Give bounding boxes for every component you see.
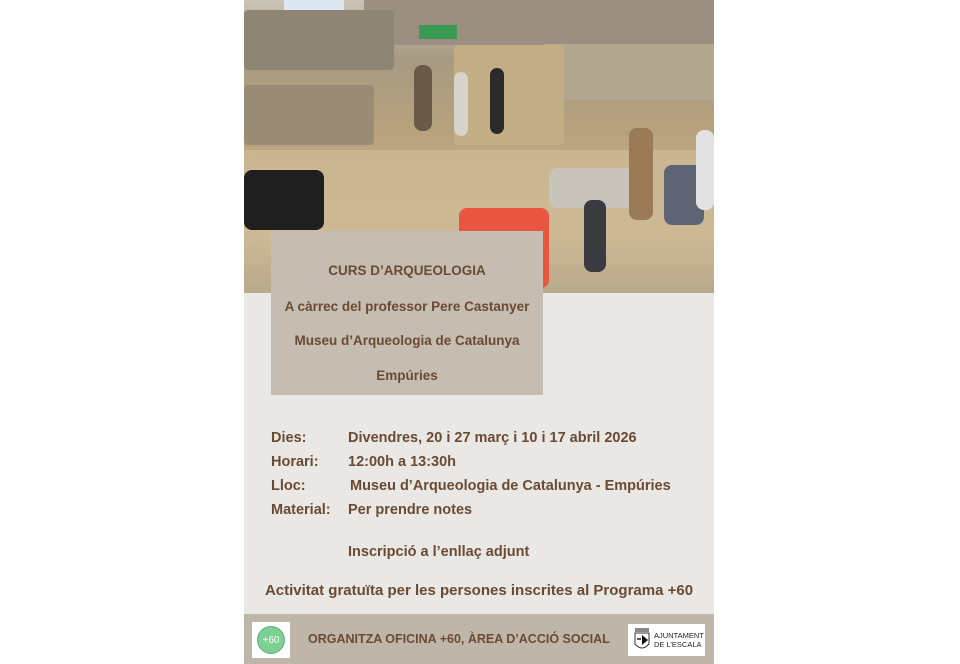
course-teacher: A càrrec del professor Pere Castanyer [284,299,530,314]
stone-wall [244,85,374,145]
ajuntament-lescala-logo [628,624,705,656]
stone-wall [454,45,564,145]
detail-label: Lloc: [271,478,306,494]
person [414,65,432,131]
course-museum: Museu d’Arqueologia de Catalunya [294,333,520,348]
detail-value: Per prendre notes [348,502,473,518]
person [244,170,324,230]
detail-label: Horari: [271,454,319,470]
person [629,128,653,220]
course-info-box [271,231,543,395]
ajuntament-text [654,631,704,649]
detail-value: Divendres, 20 i 27 març i 10 i 17 abril 2026 [348,430,637,446]
stone-wall [244,10,394,70]
organizer-text: ORGANITZA OFICINA +60, ÀREA D’ACCIÓ SOCIAL [308,632,610,646]
organizer-footer [244,614,714,664]
green-container [419,25,457,39]
ajuntament-line1: AJUNTAMENT [654,631,704,640]
detail-value: 12:00h a 13:30h [348,454,457,470]
detail-label: Material: [271,502,331,518]
plus-60-icon: +60 [257,626,285,654]
person [696,130,714,210]
detail-value: Museu d’Arqueologia de Catalunya - Empúries [350,478,671,494]
person [584,200,606,272]
programa-60-logo [252,622,290,658]
person [490,68,504,134]
ajuntament-line2: DE L’ESCALA [654,640,702,649]
coat-of-arms-icon [634,628,650,652]
inscription-note: Inscripció a l’enllaç adjunt [348,544,530,560]
concrete-wall [544,44,714,100]
event-poster [244,0,714,664]
building [364,0,714,45]
person [454,72,468,136]
course-place: Empúries [376,368,438,383]
course-title: CURS D’ARQUEOLOGIA [328,263,486,278]
detail-label: Dies: [271,430,307,446]
free-activity-note: Activitat gratuïta per les persones inscrites al Programa +60 [264,582,694,599]
